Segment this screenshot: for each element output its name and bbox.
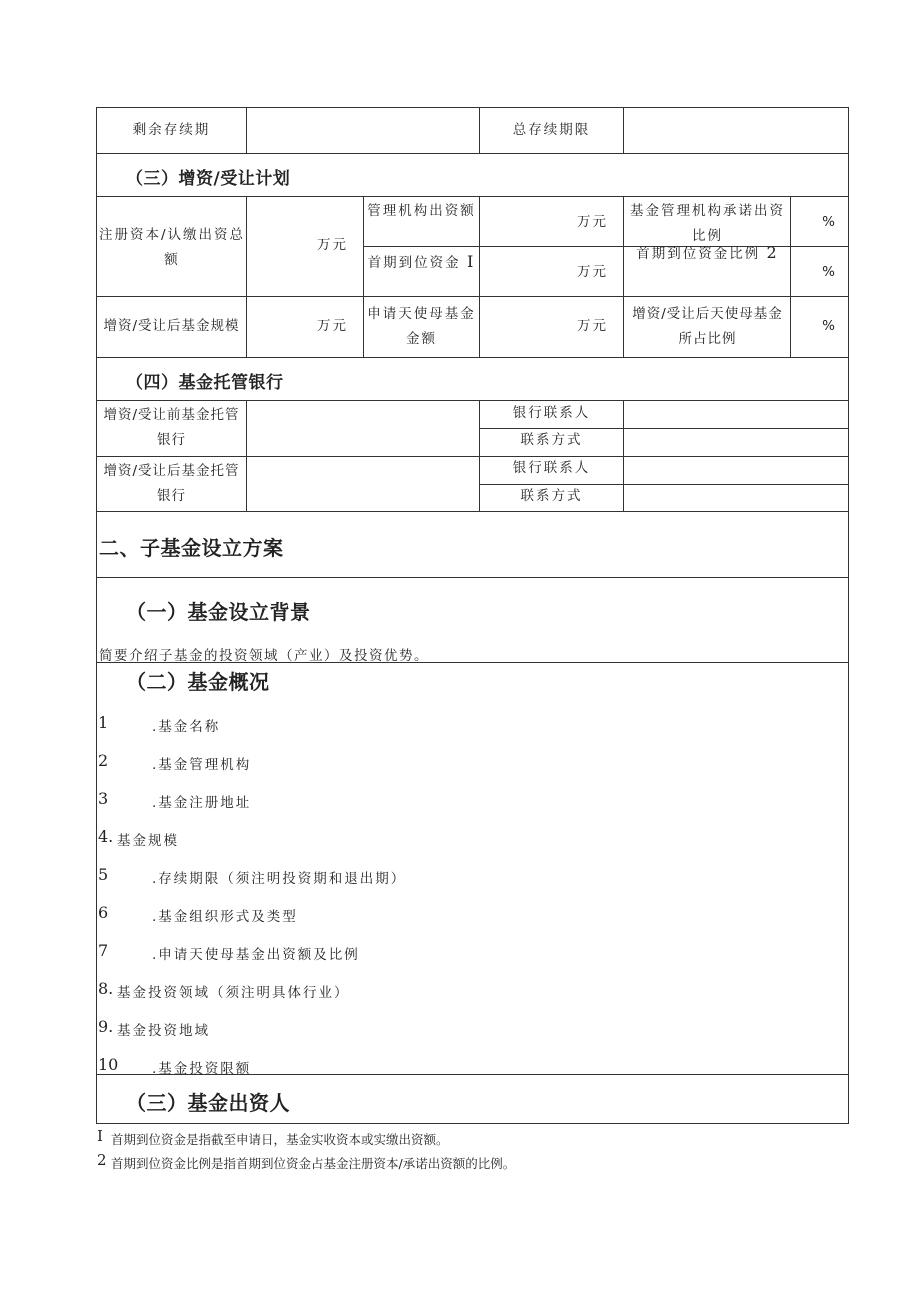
custodian-before-label: 增资/受让前基金托管银行	[103, 407, 240, 448]
item-text: .基金管理机构	[152, 757, 252, 773]
item-text: .存续期限（须注明投资期和退出期）	[152, 871, 407, 887]
registered-capital-label: 注册资本/认缴出资总额	[98, 227, 246, 268]
contact-method-label: 联系方式	[520, 432, 583, 448]
contact-method-field[interactable]	[625, 430, 847, 455]
item-number: 8.	[98, 979, 114, 998]
remaining-term-field[interactable]	[248, 110, 478, 152]
first-funds-text: 首期到位资金	[367, 255, 461, 271]
first-funds-ratio-label	[625, 240, 790, 267]
first-ratio-text: 首期到位资金比例	[636, 246, 761, 262]
unit-label: %	[822, 318, 837, 334]
item-number: 4.	[98, 827, 114, 846]
total-term-field[interactable]	[625, 110, 847, 152]
sub-fund-plan-title: 二、子基金设立方案	[99, 536, 284, 560]
unit-label: 万元	[577, 214, 608, 230]
footnote-mark-2: 2	[766, 243, 779, 262]
item-text: 基金规模	[117, 833, 179, 849]
unit-label: 万元	[577, 264, 608, 280]
fund-background-title: （一）基金设立背景	[126, 600, 311, 624]
angel-fund-ratio-label: 增资/受让后天使母基金所占比例	[632, 306, 783, 347]
item-number: 9.	[98, 1017, 114, 1036]
item-number: 3	[98, 789, 109, 808]
remaining-term-label: 剩余存续期	[132, 122, 211, 138]
manager-contribution-field[interactable]	[481, 210, 608, 235]
footnote-text: 首期到位资金是指截至申请日，基金实收资本或实缴出资额。	[111, 1132, 449, 1147]
item-text: .申请天使母基金出资额及比例	[152, 947, 360, 963]
bank-contact-field[interactable]	[625, 458, 847, 483]
unit-label: 万元	[317, 318, 348, 334]
footnote-mark: I	[97, 1127, 103, 1145]
item-number: 5	[98, 865, 109, 884]
first-funds-ratio-field[interactable]	[792, 260, 837, 285]
footnote-mark-1: I	[466, 252, 476, 271]
angel-fund-amount-label: 申请天使母基金金额	[367, 306, 476, 347]
capital-increase-plan-title: （三）增资/受让计划	[126, 169, 291, 189]
angel-fund-ratio-field[interactable]	[792, 314, 837, 339]
first-funds-field[interactable]	[481, 260, 608, 285]
item-number: 1	[98, 713, 109, 732]
angel-fund-amount-field[interactable]	[481, 314, 608, 339]
item-text: 基金投资地域	[117, 1023, 210, 1039]
first-funds-label	[364, 249, 479, 276]
registered-capital-field[interactable]	[248, 233, 348, 258]
item-text: 基金投资领域（须注明具体行业）	[117, 985, 350, 1001]
item-number: 10	[98, 1055, 119, 1074]
footnote-text: 首期到位资金比例是指首期到位资金占基金注册资本/承诺出资额的比例。	[111, 1156, 516, 1171]
bank-contact-label: 银行联系人	[512, 460, 591, 476]
unit-label: 万元	[317, 237, 348, 253]
custodian-bank-title: （四）基金托管银行	[126, 373, 284, 393]
scale-after-field[interactable]	[248, 314, 348, 339]
contact-method-field[interactable]	[625, 486, 847, 510]
unit-label: 万元	[577, 318, 608, 334]
item-number: 7	[98, 941, 109, 960]
bank-contact-field[interactable]	[625, 402, 847, 427]
scale-after-label: 增资/受让后基金规模	[103, 318, 240, 334]
unit-label: %	[822, 264, 837, 280]
manager-contribution-label: 管理机构出资额	[367, 203, 476, 219]
total-term-label: 总存续期限	[512, 122, 591, 138]
custodian-before-field[interactable]	[248, 402, 478, 455]
custodian-after-label: 增资/受让后基金托管银行	[103, 463, 240, 504]
contact-method-label: 联系方式	[520, 488, 583, 504]
item-text: .基金组织形式及类型	[152, 909, 298, 925]
bank-contact-label: 银行联系人	[512, 405, 591, 421]
custodian-after-field[interactable]	[248, 458, 478, 510]
fund-overview-title: （二）基金概况	[126, 670, 270, 694]
unit-label: %	[822, 214, 837, 230]
item-text: .基金名称	[152, 719, 221, 735]
item-text: .基金注册地址	[152, 795, 252, 811]
item-number: 2	[98, 751, 109, 770]
fund-investors-title: （三）基金出资人	[126, 1091, 290, 1115]
item-number: 6	[98, 903, 109, 922]
item-text: .基金投资限额	[152, 1061, 252, 1077]
fund-background-desc: 简要介绍子基金的投资领域（产业）及投资优势。	[99, 648, 429, 664]
footnote-mark: 2	[97, 1151, 107, 1169]
manager-commit-ratio-field[interactable]	[792, 210, 837, 235]
manager-commit-ratio-label: 基金管理机构承诺出资比例	[630, 203, 785, 244]
